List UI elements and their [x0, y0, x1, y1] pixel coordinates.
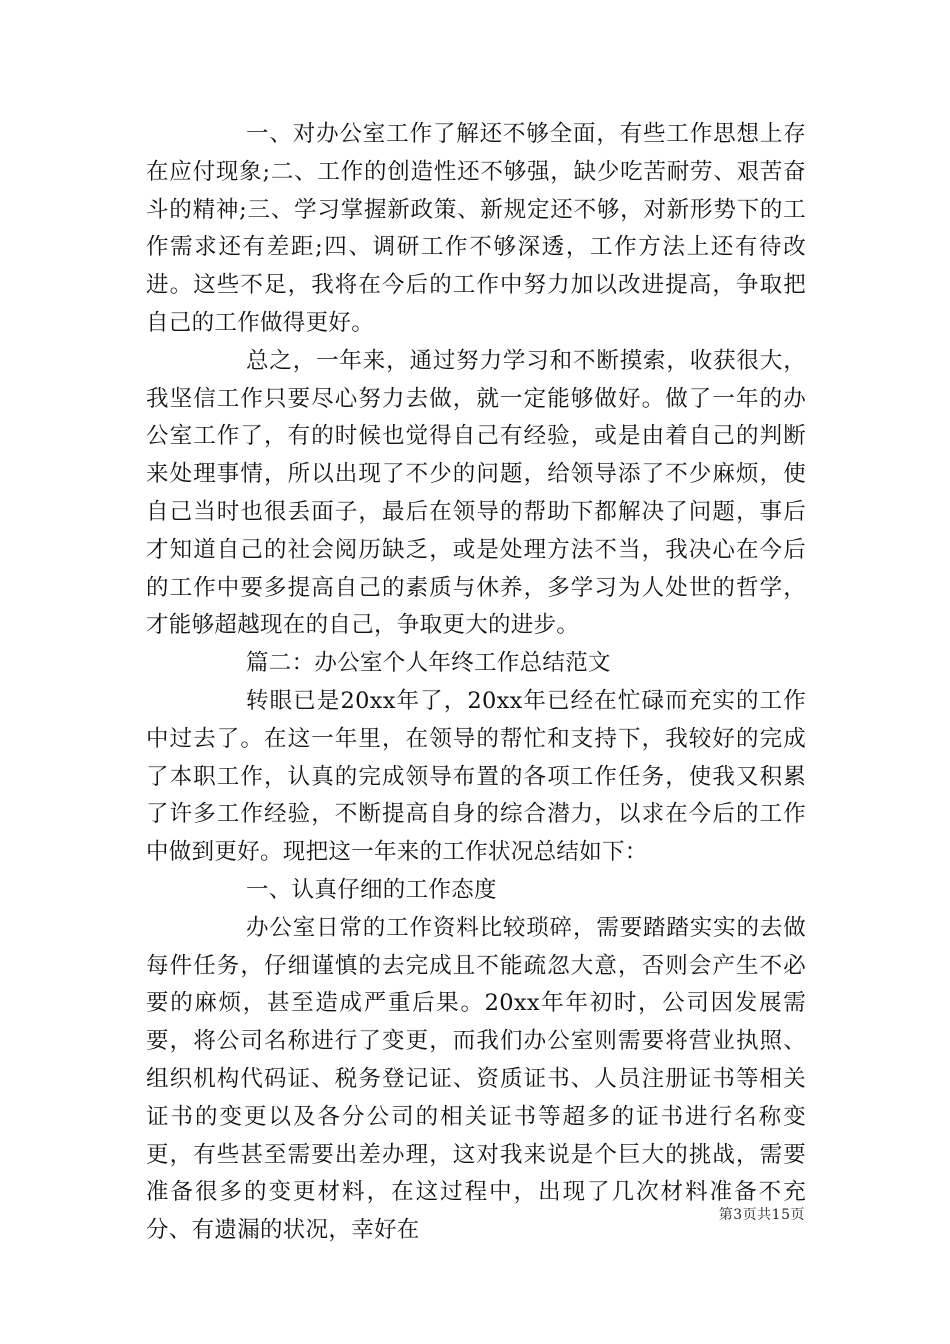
- paragraph-work-attitude: 办公室日常的工作资料比较琐碎，需要踏踏实实的去做每件任务，仔细谨慎的去完成且不能疏忽大意，否则会产生不必要的麻烦，甚至造成严重后果。20xx年年初时，公司因发展需要，将公司名称进行了变更，而我们办公室则需要将营业执照、组织机构代码证、税务登记证、资质证书、人员注册证书等相关证书的变更以及各分公司的相关证书等超多的证书进行名称变更，有些甚至需要出差办理，这对我来说是个巨大的挑战，需要准备很多的变更材料，在这过程中，出现了几次材料准备不充分、有遗漏的状况，幸好在: [146, 914, 806, 1244]
- section-title: 篇二：办公室个人年终工作总结范文: [246, 650, 611, 677]
- document-body: [146, 116, 806, 1250]
- paragraph-shortcomings: 一、对办公室工作了解还不够全面，有些工作思想上存在应付现象;二、工作的创造性还不够强，缺少吃苦耐劳、艰苦奋斗的精神;三、学习掌握新政策、新规定还不够，对新形势下的工作需求还有差距;四、调研工作不够深透，工作方法上还有待改进。这些不足，我将在今后的工作中努力加以改进提高，争取把自己的工作做得更好。: [146, 121, 806, 336]
- paragraph-summary: 总之，一年来，通过努力学习和不断摸索，收获很大，我坚信工作只要尽心努力去做，就一定能够做好。做了一年的办公室工作了，有的时候也觉得自己有经验，或是由着自己的判断来处理事情，所以出现了不少的问题，给领导添了不少麻烦，使自己当时也很丢面子，最后在领导的帮助下都解决了问题，事后才知道自己的社会阅历缺乏，或是处理方法不当，我决心在今后的工作中要多提高自己的素质与休养，多学习为人处世的哲学，才能够超越现在的自己，争取更大的进步。: [146, 347, 806, 639]
- paragraph-intro: 转眼已是20xx年了，20xx年已经在忙碌而充实的工作中过去了。在这一年里，在领导的帮忙和支持下，我较好的完成了本职工作，认真的完成领导布置的各项工作任务，使我又积累了许多工作经验，不断提高自身的综合潜力，以求在今后的工作中做到更好。现把这一年来的工作状况总结如下：: [146, 687, 806, 866]
- page-number-footer: 第3页共15页: [718, 1207, 805, 1223]
- subsection-heading: 一、认真仔细的工作态度: [246, 876, 497, 903]
